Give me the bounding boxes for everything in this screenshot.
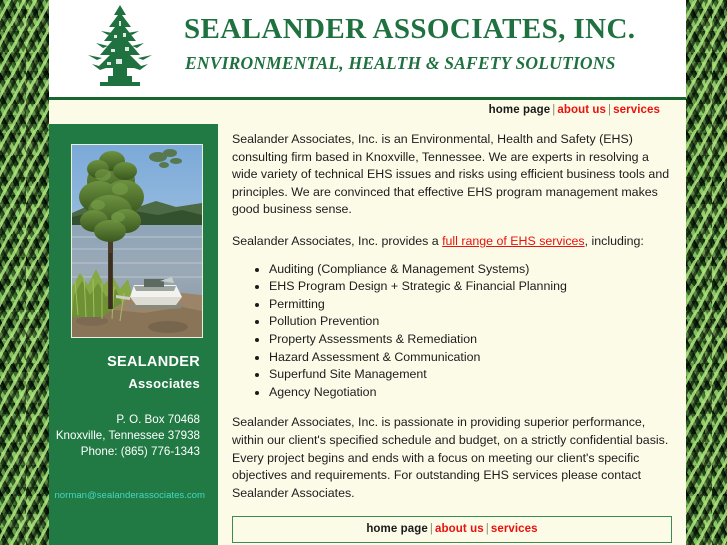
pine-tree-icon [70, 2, 170, 94]
lake-boat-photo [71, 144, 203, 338]
page-title: SEALANDER ASSOCIATES, INC. [184, 13, 636, 45]
list-item: • Hazard Assessment & Communication [269, 349, 672, 367]
page-subtitle: ENVIRONMENTAL, HEALTH & SAFETY SOLUTIONS [185, 53, 616, 73]
nav-services-top[interactable]: services [613, 104, 660, 116]
services-intro-before: Sealander Associates, Inc. provides a [232, 233, 443, 248]
sidebar-email [49, 490, 205, 501]
right-foliage-border [686, 0, 727, 545]
list-item: • Agency Negotiation [269, 384, 672, 402]
nav-services-bottom[interactable]: services [490, 523, 538, 536]
list-item: • Pollution Prevention [269, 313, 672, 331]
list-item: • Auditing (Compliance & Management Systems) [269, 261, 672, 279]
nav-about-us-top[interactable]: about us [557, 104, 607, 116]
sidebar-address [49, 412, 200, 460]
full-range-of-ehs-services-link[interactable]: full range of EHS services [442, 233, 585, 248]
services-intro-paragraph [232, 233, 672, 251]
list-item: • Superfund Site Management [269, 366, 672, 384]
services-list [232, 261, 672, 402]
nav-separator: | [552, 104, 556, 116]
sidebar [49, 124, 218, 545]
closing-paragraph: Sealander Associates, Inc. is passionate in providing superior performance, within our client's specified schedule and budget, on a strictly confidential basis. Every project begins and ends with a focus on meeting our client's specific objectives and requirements. For outstanding EHS services please contact Sealander Associates. [232, 415, 669, 500]
intro-paragraph: Sealander Associates, Inc. is an Environmental, Health and Safety (EHS) consulting firm based in Knoxville, Tennessee. We are experts in resolving a wide variety of technical EHS issues and risks using efficient business tools and principles. We are convinced that effective EHS program management makes good business sense. [232, 132, 670, 217]
list-item: • Property Assessments & Remediation [269, 331, 672, 349]
top-navigation-links [49, 100, 686, 116]
nav-separator: | [429, 523, 434, 536]
nav-separator: | [608, 104, 612, 116]
email-link[interactable]: norman@sealanderassociates.com [54, 490, 205, 501]
address-po-box: P. O. Box 70468 [116, 413, 200, 426]
nav-separator: | [485, 523, 489, 536]
nav-about-us-bottom[interactable]: about us [435, 523, 484, 536]
main-content [218, 124, 686, 545]
sidebar-company-name [49, 352, 200, 394]
services-intro-after: , including: [584, 233, 644, 248]
site-header [49, 0, 686, 100]
bottom-navigation [232, 516, 672, 543]
header-titles [184, 12, 674, 74]
top-navigation [49, 100, 686, 124]
left-foliage-border [0, 0, 49, 545]
content-inner [218, 124, 686, 543]
nav-home-page-top[interactable]: home page [488, 104, 551, 116]
address-city-state-zip: Knoxville, Tennessee 37938 [55, 429, 200, 442]
list-item: • Permitting [269, 296, 672, 314]
address-phone: Phone: (865) 776-1343 [80, 445, 200, 458]
company-name-line2: Associates [128, 376, 200, 391]
list-item: • EHS Program Design + Strategic & Financial Planning [269, 278, 672, 296]
company-name-line1: SEALANDER [107, 354, 200, 370]
nav-home-page-bottom[interactable]: home page [366, 523, 428, 536]
